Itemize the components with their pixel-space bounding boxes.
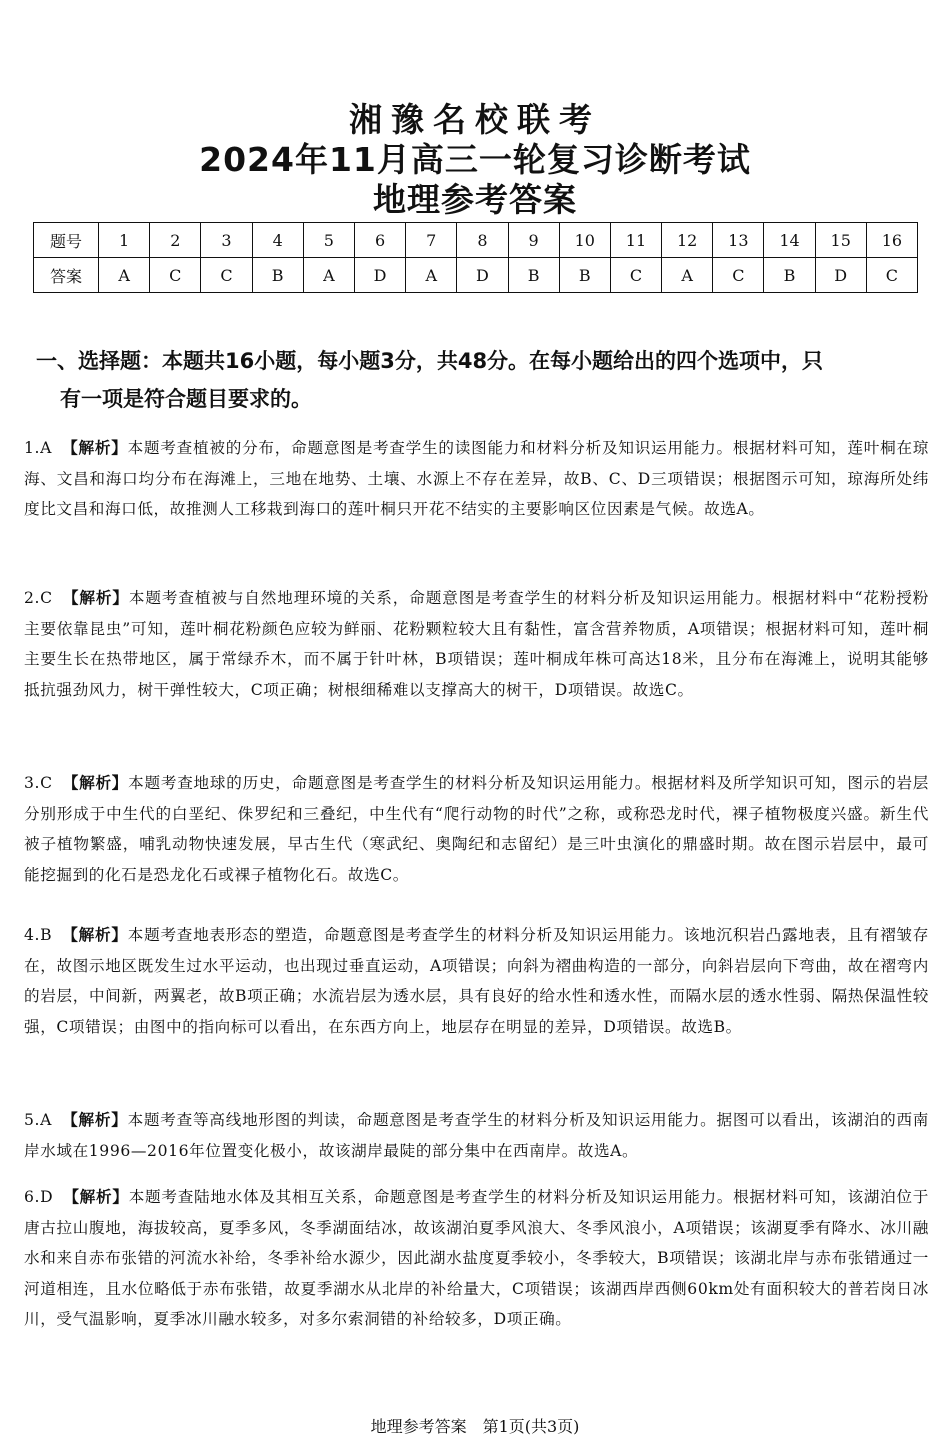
analysis-tag: 【解析】 [62, 589, 129, 607]
explanation-item-3 [24, 768, 929, 890]
analysis-tag: 【解析】 [63, 1188, 129, 1206]
item-number: 3.C [24, 774, 53, 792]
answer-key-title: 地理参考答案 [373, 180, 577, 219]
answer-cell: C [866, 258, 917, 293]
analysis-tag: 【解析】 [61, 439, 128, 457]
explanation-item-1 [24, 433, 929, 525]
analysis-tag: 【解析】 [62, 926, 128, 944]
answer-cell: A [303, 258, 354, 293]
question-number: 5 [303, 223, 354, 258]
title-block [0, 100, 950, 220]
item-text: 本题考查植被与自然地理环境的关系，命题意图是考查学生的材料分析及知识运用能力。根据材料中“花粉授粉主要依靠昆虫”可知，莲叶桐花粉颜色应较为鲜丽、花粉颗粒较大且有黏性，富含营养物质，A项错误；根据材料可知，莲叶桐主要生长在热带地区，属于常绿乔木，而不属于针叶林，B项错误；莲叶桐成年株可高达18米，且分布在海滩上，说明其能够抵抗强劲风力，树干弹性较大，C项正确；树根细稀难以支撑高大的树干，D项错误。故选C。 [24, 589, 929, 699]
question-number: 9 [508, 223, 559, 258]
answer-cell: B [764, 258, 815, 293]
answer-cell: B [252, 258, 303, 293]
explanation-item-5 [24, 1105, 929, 1166]
question-number: 4 [252, 223, 303, 258]
item-number: 5.A [24, 1111, 52, 1129]
question-number: 3 [201, 223, 252, 258]
exam-name-title: 2024年11月高三一轮复习诊断考试 [199, 140, 751, 179]
answer-cell: A [99, 258, 150, 293]
section-heading-line2: 有一项是符合题目要求的。 [60, 387, 312, 411]
item-number: 4.B [24, 926, 53, 944]
exam-union-title: 湘豫名校联考 [349, 100, 601, 139]
question-number: 6 [354, 223, 405, 258]
explanation-item-6 [24, 1182, 929, 1335]
answer-cell: D [457, 258, 508, 293]
section-heading [36, 342, 926, 418]
question-number: 11 [610, 223, 661, 258]
explanation-item-2 [24, 583, 929, 705]
answer-cell: A [662, 258, 713, 293]
item-text: 本题考查地球的历史，命题意图是考查学生的材料分析及知识运用能力。根据材料及所学知识可知，图示的岩层分别形成于中生代的白垩纪、侏罗纪和三叠纪，中生代有“爬行动物的时代”之称，或称恐龙时代，裸子植物极度兴盛。新生代被子植物繁盛，哺乳动物快速发展，早古生代（寒武纪、奥陶纪和志留纪）是三叶虫演化的鼎盛时期。故在图示岩层中，最可能挖掘到的化石是恐龙化石或裸子植物化石。故选C。 [24, 774, 929, 884]
answer-cell: D [815, 258, 866, 293]
question-number: 8 [457, 223, 508, 258]
question-number: 16 [866, 223, 917, 258]
section-heading-line1: 一、选择题：本题共16小题，每小题3分，共48分。在每小题给出的四个选项中，只 [36, 349, 824, 373]
question-number: 2 [150, 223, 201, 258]
item-number: 6.D [24, 1188, 54, 1206]
question-number: 13 [713, 223, 764, 258]
item-number: 2.C [24, 589, 53, 607]
question-number: 14 [764, 223, 815, 258]
question-number: 1 [99, 223, 150, 258]
answer-cell: C [201, 258, 252, 293]
question-number: 7 [406, 223, 457, 258]
analysis-tag: 【解析】 [61, 1111, 128, 1129]
question-number: 15 [815, 223, 866, 258]
item-text: 本题考查等高线地形图的判读，命题意图是考查学生的材料分析及知识运用能力。据图可以看出，该湖泊的西南岸水域在1996—2016年位置变化极小，故该湖岸最陡的部分集中在西南岸。故选A。 [24, 1111, 929, 1160]
answer-cell: B [559, 258, 610, 293]
answer-cell: C [713, 258, 764, 293]
answer-cell: C [610, 258, 661, 293]
answer-table [33, 222, 918, 293]
answer-row [34, 258, 918, 293]
item-number: 1.A [24, 439, 52, 457]
page-footer: 地理参考答案 第1页(共3页) [370, 1417, 580, 1436]
question-number: 10 [559, 223, 610, 258]
answer-cell: C [150, 258, 201, 293]
item-text: 本题考查植被的分布，命题意图是考查学生的读图能力和材料分析及知识运用能力。根据材料可知，莲叶桐在琼海、文昌和海口均分布在海滩上，三地在地势、土壤、水源上不存在差异，故B、C、D三项错误；根据图示可知，琼海所处纬度比文昌和海口低，故推测人工移栽到海口的莲叶桐只开花不结实的主要影响区位因素是气候。故选A。 [24, 439, 929, 518]
question-number: 12 [662, 223, 713, 258]
question-number-row [34, 223, 918, 258]
explanation-item-4 [24, 920, 929, 1042]
item-text: 本题考查地表形态的塑造，命题意图是考查学生的材料分析及知识运用能力。该地沉积岩凸露地表，且有褶皱存在，故图示地区既发生过水平运动，也出现过垂直运动，A项错误；向斜为褶曲构造的一部分，向斜岩层向下弯曲，故在褶弯内的岩层，中间新，两翼老，故B项正确；水流岩层为透水层，具有良好的给水性和透水性，而隔水层的透水性弱、隔热保温性较强，C项错误；由图中的指向标可以看出，在东西方向上，地层存在明显的差异，D项错误。故选B。 [24, 926, 929, 1036]
row-label-answer: 答案 [34, 258, 99, 293]
answer-cell: A [406, 258, 457, 293]
answer-cell: B [508, 258, 559, 293]
row-label-question: 题号 [34, 223, 99, 258]
analysis-tag: 【解析】 [62, 774, 129, 792]
item-text: 本题考查陆地水体及其相互关系，命题意图是考查学生的材料分析及知识运用能力。根据材料可知，该湖泊位于唐古拉山腹地，海拔较高，夏季多风，冬季湖面结冰，故该湖泊夏季风浪大、冬季风浪小，A项错误；该湖夏季有降水、冰川融水和来自赤布张错的河流水补给，冬季补给水源少，因此湖水盐度夏季较小，冬季较大，B项错误；该湖北岸与赤布张错通过一河道相连，且水位略低于赤布张错，故夏季湖水从北岸的补给量大，C项错误；该湖西岸西侧60km处有面积较大的普若岗日冰川，受气温影响，夏季冰川融水较多，对多尔索洞错的补给较多，D项正确。 [24, 1188, 930, 1328]
answer-cell: D [354, 258, 405, 293]
